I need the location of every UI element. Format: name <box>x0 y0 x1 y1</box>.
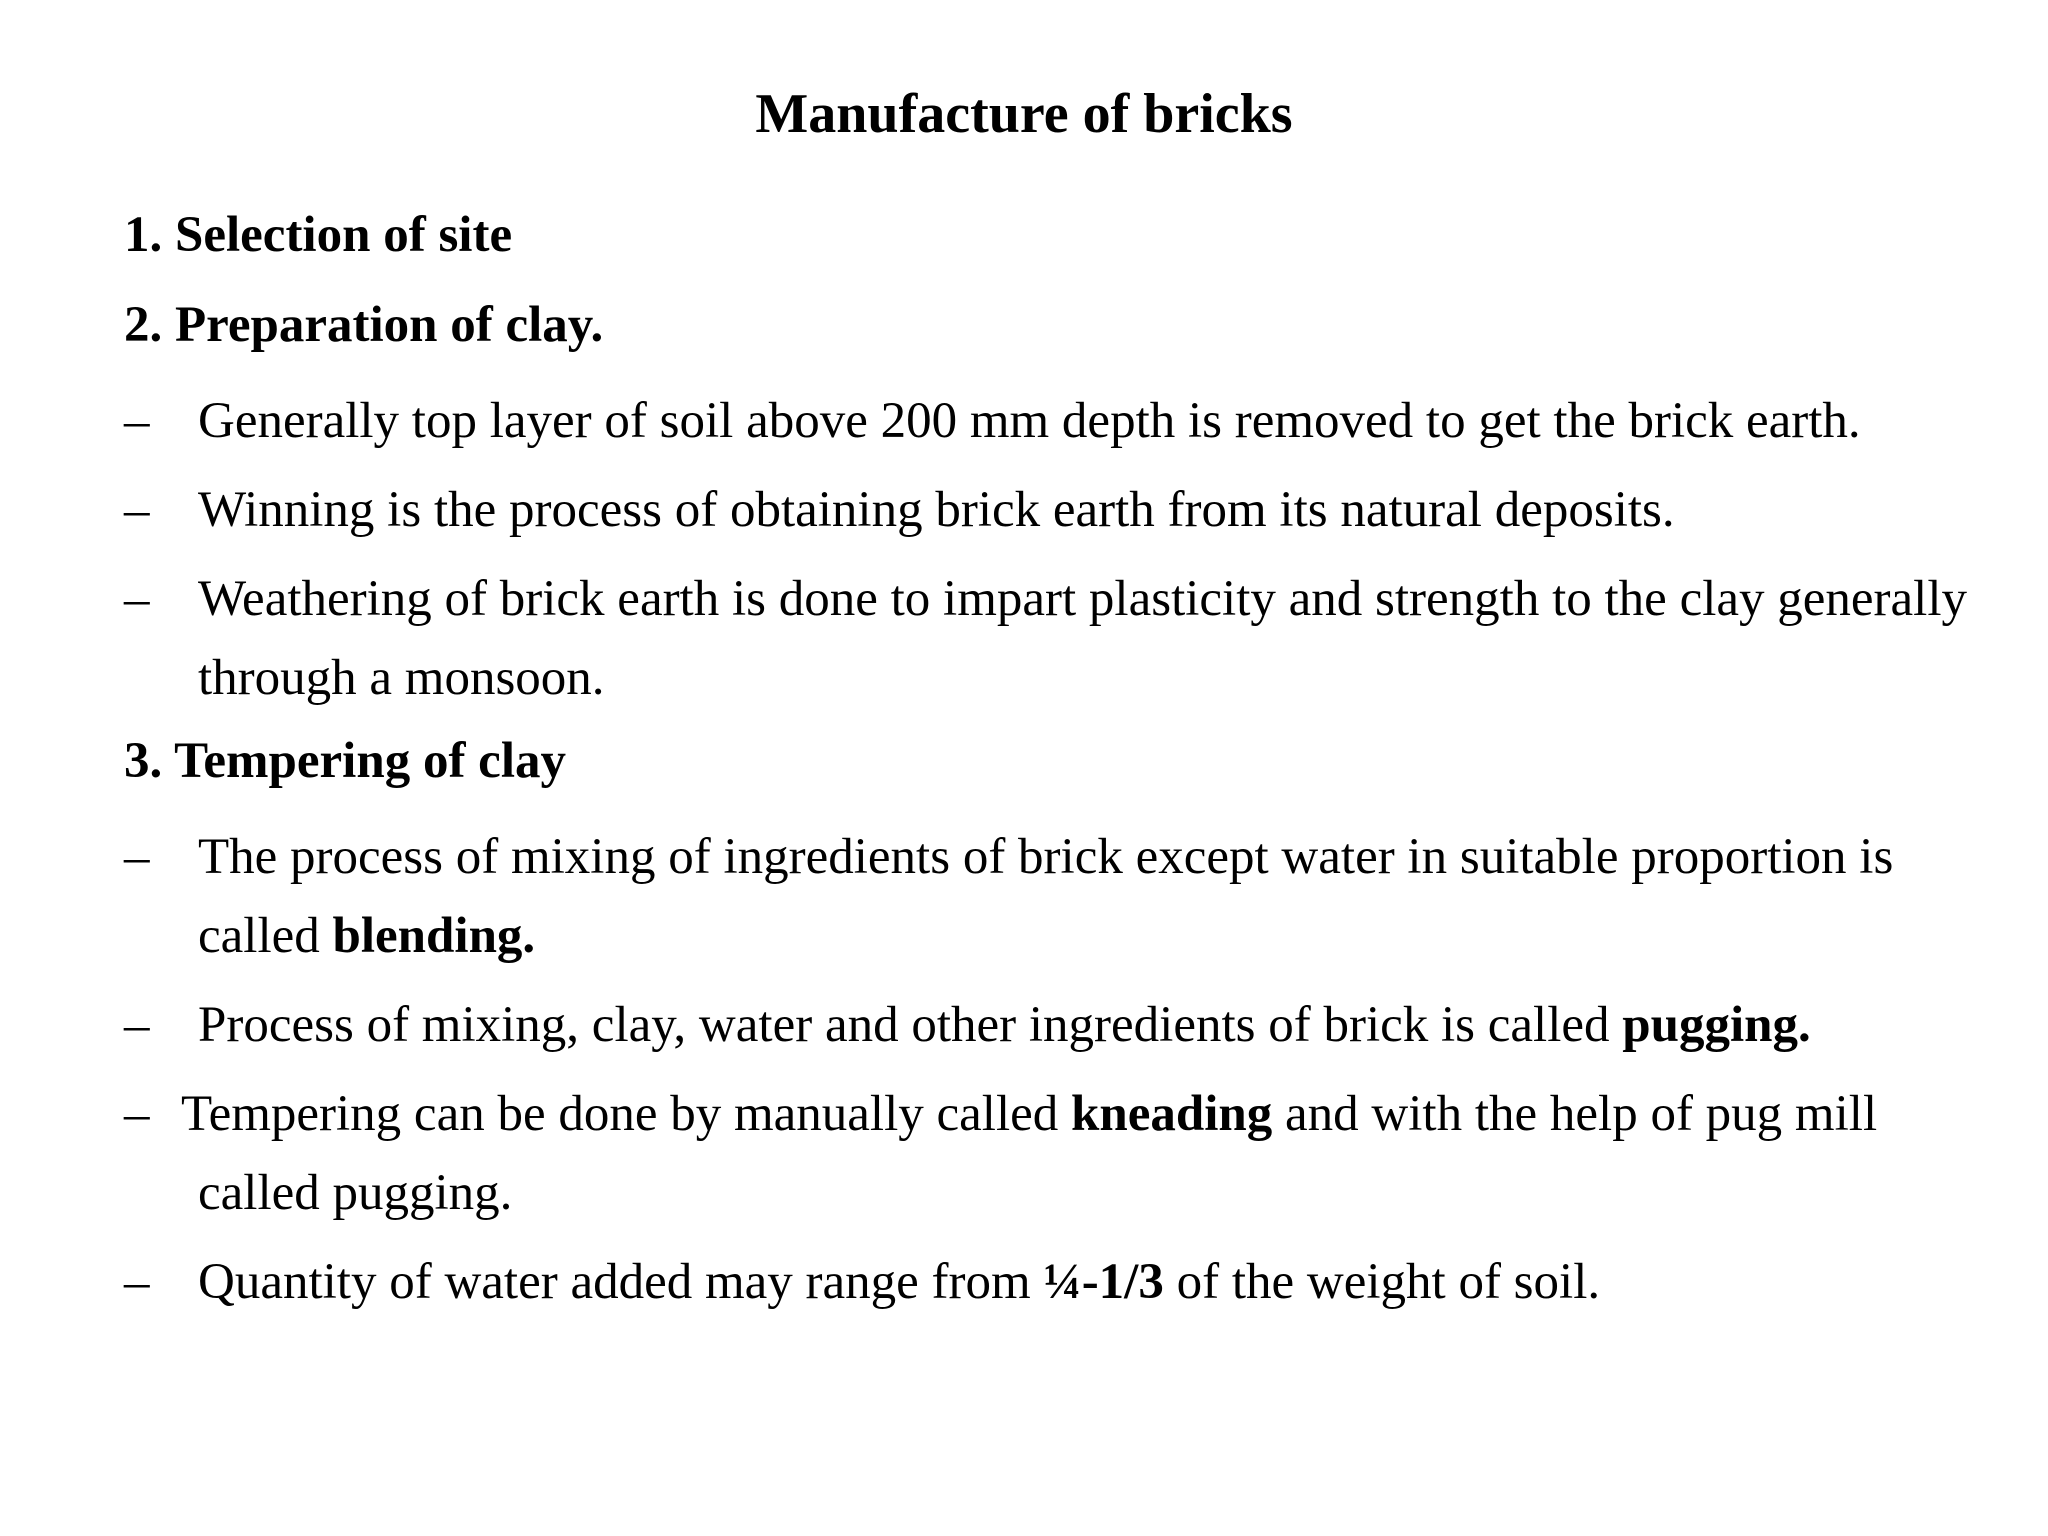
bullet-dash: – <box>124 1086 150 1142</box>
bullet-dash: – <box>124 1254 150 1310</box>
section-heading-preparation-of-clay: 2. Preparation of clay. <box>124 297 604 353</box>
bullet-dash: – <box>124 482 150 538</box>
bullet-text-tail: of the weight of soil. <box>1163 1254 1601 1310</box>
bullet-item <box>124 818 1984 976</box>
bullet-term-water-ratio: ¼-1/3 <box>1043 1254 1164 1310</box>
section-heading-tempering-of-clay: 3. Tempering of clay <box>124 733 566 789</box>
bullet-item <box>124 1075 1984 1233</box>
bullet-item <box>124 1243 1984 1322</box>
bullet-text: Winning is the process of obtaining brick earth from its natural deposits. <box>198 482 1675 538</box>
bullet-term-kneading: kneading <box>1071 1086 1273 1142</box>
bullet-term-blending: blending. <box>332 908 536 964</box>
slide-content <box>124 202 1984 1332</box>
bullet-dash: – <box>124 571 150 627</box>
bullet-text: Process of mixing, clay, water and other ingredients of brick is called <box>198 997 1623 1053</box>
bullet-dash: – <box>124 829 150 885</box>
bullet-dash: – <box>124 997 150 1053</box>
bullet-text: Generally top layer of soil above 200 mm depth is removed to get the brick earth. <box>198 393 1861 449</box>
bullet-text: Tempering can be done by manually called <box>181 1086 1072 1142</box>
bullet-item <box>124 560 1984 718</box>
bullet-item <box>124 986 1984 1065</box>
bullet-text: Weathering of brick earth is done to impart plasticity and strength to the clay generally through a monsoon. <box>198 571 1967 706</box>
bullet-text: The process of mixing of ingredients of brick except water in suitable proportion is called <box>198 829 1894 964</box>
bullet-item <box>124 382 1984 461</box>
bullet-term-pugging: pugging. <box>1622 997 1811 1053</box>
page-title: Manufacture of bricks <box>755 83 1293 145</box>
section-heading-selection-of-site: 1. Selection of site <box>124 207 513 263</box>
bullet-text: Quantity of water added may range from <box>198 1254 1044 1310</box>
bullet-item <box>124 471 1984 550</box>
bullet-text-tail: and with the help of pug mill called pugging. <box>198 1086 1878 1221</box>
bullet-dash: – <box>124 393 150 449</box>
